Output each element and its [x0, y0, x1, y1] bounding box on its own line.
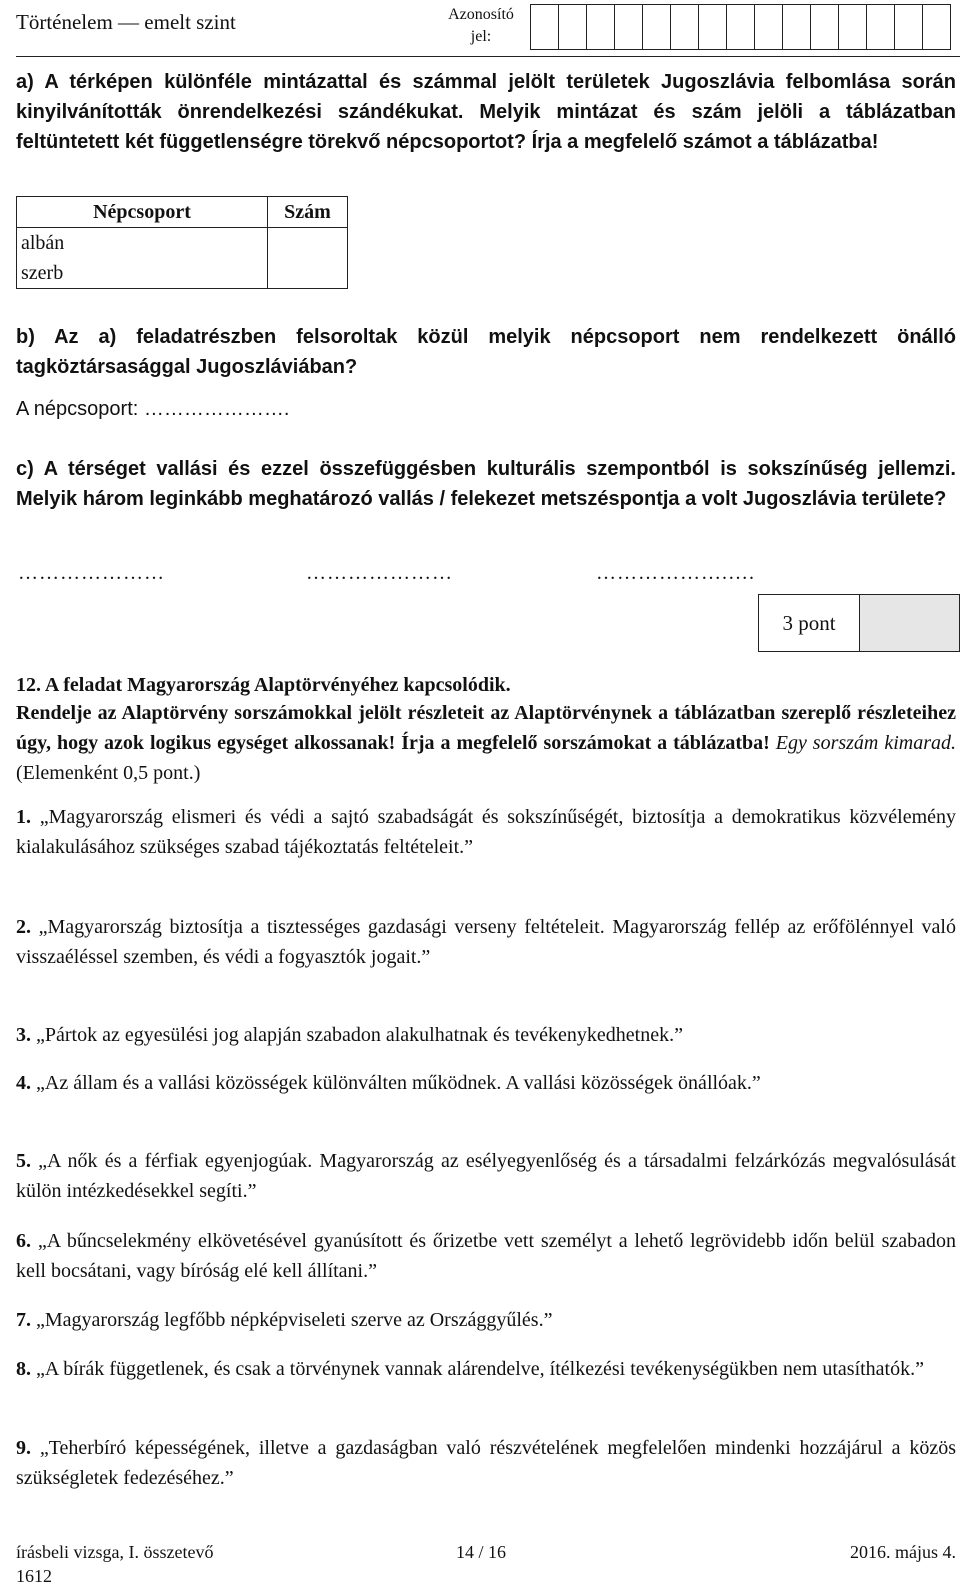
id-box[interactable]	[531, 4, 559, 50]
list-item	[16, 1068, 956, 1098]
id-boxes[interactable]	[530, 4, 951, 50]
id-box[interactable]	[587, 4, 615, 50]
footer-exam: írásbeli vizsga, I. összetevő	[16, 1542, 214, 1562]
item-text: „Az állam és a vallási közösségek különválten működnek. A vallási közösségek önállóak.”	[36, 1072, 761, 1094]
id-box[interactable]	[811, 4, 839, 50]
id-box[interactable]	[643, 4, 671, 50]
id-box[interactable]	[615, 4, 643, 50]
answer-c-blank-1[interactable]: …………………	[18, 562, 165, 584]
task12-note-italic: Egy sorszám kimarad.	[775, 732, 956, 754]
item-number: 5.	[16, 1150, 31, 1172]
task12-instruction	[16, 698, 956, 788]
table-cell-group: albán	[17, 228, 268, 259]
item-text: „Pártok az egyesülési jog alapján szabadon alakulhatnak és tevékenykedhetnek.”	[36, 1024, 683, 1046]
footer-code: 1612	[16, 1566, 52, 1586]
id-box[interactable]	[895, 4, 923, 50]
answer-b-line	[16, 394, 956, 424]
score-field[interactable]	[860, 595, 959, 651]
item-text: „Magyarország biztosítja a tisztességes gazdasági verseny feltételeit. Magyarország fellép az erőfölénnyel való visszaéléssel szemben, és védi a fogyasztók jogait.”	[16, 916, 956, 968]
footer-date: 2016. május 4.	[850, 1542, 956, 1562]
table-cell-number-input[interactable]	[268, 258, 348, 289]
item-number: 4.	[16, 1072, 31, 1094]
score-box	[758, 594, 960, 652]
list-item	[16, 912, 956, 972]
answer-c-blank-3[interactable]: ……………….….	[596, 562, 755, 584]
answer-b-blank[interactable]: ………………….	[143, 398, 290, 420]
score-label: 3 pont	[759, 595, 860, 651]
table-header-row	[17, 197, 348, 228]
list-item	[16, 1020, 956, 1050]
id-box[interactable]	[671, 4, 699, 50]
list-item	[16, 1305, 956, 1335]
id-box[interactable]	[755, 4, 783, 50]
id-box[interactable]	[839, 4, 867, 50]
question-a: a) A térképen különféle mintázattal és számmal jelölt területek Jugoszlávia felbomlása során kinyilvánították önrendelkezési szándékukat. Melyik mintázat és szám jelöli a táblázatban feltüntetett két függetlenségre törekvő népcsoportot? Írja a megfelelő számot a táblázatba!	[16, 71, 956, 153]
id-box[interactable]	[923, 4, 951, 50]
id-box[interactable]	[699, 4, 727, 50]
answer-c-blank-2[interactable]: …………………	[306, 562, 453, 584]
item-number: 3.	[16, 1024, 31, 1046]
list-item	[16, 1354, 956, 1384]
item-number: 9.	[16, 1437, 31, 1459]
footer-page-number: 14 / 16	[456, 1542, 507, 1562]
ethnic-group-table	[16, 196, 348, 289]
table-cell-group: szerb	[17, 258, 268, 289]
list-item	[16, 1226, 956, 1286]
item-text: „Teherbíró képességének, illetve a gazdaságban való részvételének megfelelően mindenki hozzájárul a közös szükségletek fedezéséhez.”	[16, 1437, 957, 1489]
id-box[interactable]	[867, 4, 895, 50]
list-item	[16, 1433, 956, 1493]
task12-note-points: (Elemenként 0,5 pont.)	[16, 762, 201, 784]
item-number: 8.	[16, 1358, 31, 1380]
item-text: „A bírák függetlenek, és csak a törvénynek vannak alárendelve, ítélkezési tevékenységükben nem utasíthatók.”	[36, 1358, 924, 1380]
id-box[interactable]	[559, 4, 587, 50]
id-label: Azonosító jel:	[448, 6, 514, 45]
item-text: „A nők és a férfiak egyenjogúak. Magyarország az esélyegyenlőség és a társadalmi felzárkózás megvalósulását külön intézkedésekkel segíti.”	[16, 1150, 956, 1202]
table-cell-number-input[interactable]	[268, 228, 348, 259]
item-number: 6.	[16, 1230, 31, 1252]
header-rule	[16, 56, 960, 57]
task12-instruction-text: Rendelje az Alaptörvény sorszámokkal jelölt részleteit az Alaptörvénynek a táblázatban szereplő részleteihez úgy, hogy azok logikus egységet alkossanak! Írja a megfelelő sorszámokat a táblázatba!	[16, 702, 956, 754]
list-item	[16, 802, 956, 862]
header-title: Történelem — emelt szint	[16, 10, 236, 34]
item-number: 1.	[16, 806, 31, 828]
table-row	[17, 258, 348, 289]
id-box[interactable]	[783, 4, 811, 50]
item-number: 2.	[16, 916, 31, 938]
item-text: „A bűncselekmény elkövetésével gyanúsított és őrizetbe vett személyt a lehető legrövidebb időn belül szabadon kell bocsátani, vagy bíróság elé kell állítani.”	[16, 1230, 957, 1282]
table-header-number: Szám	[268, 197, 348, 228]
question-c: c) A térséget vallási és ezzel összefüggésben kulturális szempontból is sokszínűség jellemzi. Melyik három leginkább meghatározó vallás / felekezet metszéspontja a volt Jugoszlávia területe?	[16, 458, 956, 510]
question-b: b) Az a) feladatrészben felsoroltak közül melyik népcsoport nem rendelkezett önálló tagköztársasággal Jugoszláviában?	[16, 326, 956, 378]
item-text: „Magyarország elismeri és védi a sajtó szabadságát és sokszínűségét, biztosítja a demokratikus közvélemény kialakulásához szükséges szabad tájékoztatás feltételeit.”	[16, 806, 957, 858]
id-box[interactable]	[727, 4, 755, 50]
item-text: „Magyarország legfőbb népképviseleti szerve az Országgyűlés.”	[36, 1309, 553, 1331]
answer-b-label: A népcsoport:	[16, 398, 139, 420]
page-header	[16, 0, 960, 58]
table-row	[17, 228, 348, 259]
list-item	[16, 1146, 956, 1206]
item-number: 7.	[16, 1309, 31, 1331]
table-header-group: Népcsoport	[17, 197, 268, 228]
task12-title: 12. A feladat Magyarország Alaptörvényéhez kapcsolódik.	[16, 674, 511, 696]
